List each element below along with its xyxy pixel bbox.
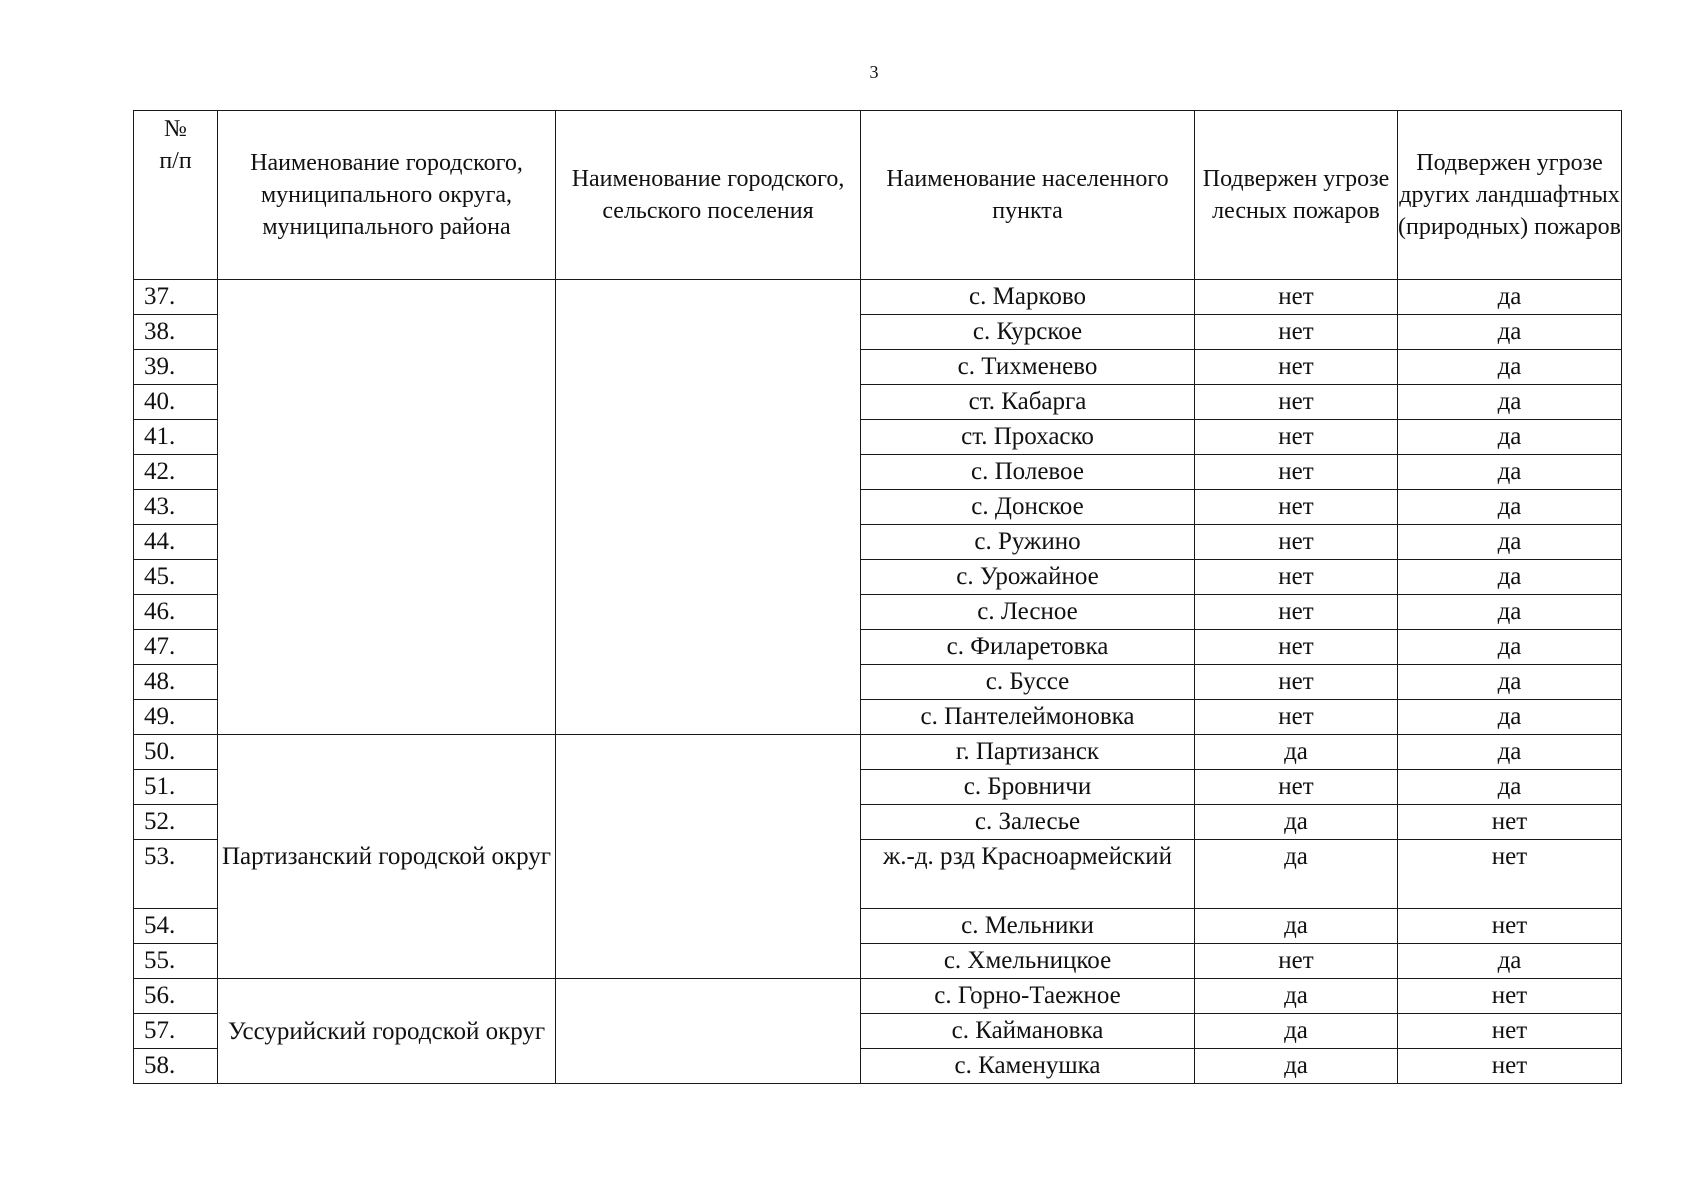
row-number-cell: 57. xyxy=(134,1014,218,1049)
forest-fire-cell: да xyxy=(1195,979,1398,1014)
landscape-fire-cell: да xyxy=(1398,630,1622,665)
landscape-fire-cell: да xyxy=(1398,315,1622,350)
locality-cell: с. Горно-Таежное xyxy=(861,979,1195,1014)
row-number-cell: 49. xyxy=(134,700,218,735)
district-cell: Партизанский городской округ xyxy=(218,735,556,979)
forest-fire-cell: да xyxy=(1195,735,1398,770)
forest-fire-cell: нет xyxy=(1195,630,1398,665)
forest-fire-cell: нет xyxy=(1195,420,1398,455)
forest-fire-cell: нет xyxy=(1195,770,1398,805)
row-number-cell: 37. xyxy=(134,280,218,315)
header-landscape-fire: Подвержен угрозе других ландшафтных (природных) пожаров xyxy=(1398,111,1622,280)
locality-cell: с. Лесное xyxy=(861,595,1195,630)
settlement-cell xyxy=(556,735,861,979)
row-number-cell: 53. xyxy=(134,840,218,909)
locality-cell: с. Марково xyxy=(861,280,1195,315)
locality-cell: с. Полевое xyxy=(861,455,1195,490)
locality-cell: с. Тихменево xyxy=(861,350,1195,385)
locality-cell: ст. Кабарга xyxy=(861,385,1195,420)
row-number-cell: 47. xyxy=(134,630,218,665)
table-row xyxy=(134,735,1622,770)
row-number-cell: 46. xyxy=(134,595,218,630)
landscape-fire-cell: нет xyxy=(1398,979,1622,1014)
forest-fire-cell: нет xyxy=(1195,700,1398,735)
forest-fire-cell: да xyxy=(1195,805,1398,840)
forest-fire-cell: нет xyxy=(1195,385,1398,420)
row-number-cell: 41. xyxy=(134,420,218,455)
locality-cell: с. Донское xyxy=(861,490,1195,525)
header-row xyxy=(134,111,1622,280)
landscape-fire-cell: нет xyxy=(1398,909,1622,944)
locality-cell: ст. Прохаско xyxy=(861,420,1195,455)
landscape-fire-cell: да xyxy=(1398,525,1622,560)
landscape-fire-cell: нет xyxy=(1398,840,1622,909)
locality-cell: с. Пантелеймоновка xyxy=(861,700,1195,735)
locality-cell: с. Каменушка xyxy=(861,1049,1195,1084)
row-number-cell: 52. xyxy=(134,805,218,840)
landscape-fire-cell: да xyxy=(1398,944,1622,979)
page-number: 3 xyxy=(869,62,879,82)
forest-fire-cell: да xyxy=(1195,909,1398,944)
forest-fire-cell: нет xyxy=(1195,280,1398,315)
header-forest-fire: Подвержен угрозе лесных пожаров xyxy=(1195,111,1398,280)
forest-fire-cell: нет xyxy=(1195,944,1398,979)
locality-cell: с. Мельники xyxy=(861,909,1195,944)
landscape-fire-cell: да xyxy=(1398,385,1622,420)
forest-fire-cell: нет xyxy=(1195,560,1398,595)
row-number-cell: 44. xyxy=(134,525,218,560)
header-settlement: Наименование городского, сельского поселения xyxy=(556,111,861,280)
row-number-cell: 55. xyxy=(134,944,218,979)
locality-cell: с. Урожайное xyxy=(861,560,1195,595)
table-row xyxy=(134,979,1622,1014)
row-number-cell: 43. xyxy=(134,490,218,525)
landscape-fire-cell: да xyxy=(1398,490,1622,525)
landscape-fire-cell: да xyxy=(1398,350,1622,385)
landscape-fire-cell: да xyxy=(1398,455,1622,490)
row-number-cell: 56. xyxy=(134,979,218,1014)
forest-fire-cell: нет xyxy=(1195,595,1398,630)
locality-cell: с. Залесье xyxy=(861,805,1195,840)
locality-cell: с. Курское xyxy=(861,315,1195,350)
header-number: № п/п xyxy=(134,111,218,280)
table-row xyxy=(134,280,1622,315)
landscape-fire-cell: да xyxy=(1398,595,1622,630)
row-number-cell: 45. xyxy=(134,560,218,595)
forest-fire-cell: нет xyxy=(1195,350,1398,385)
row-number-cell: 39. xyxy=(134,350,218,385)
row-number-cell: 38. xyxy=(134,315,218,350)
district-cell xyxy=(218,280,556,735)
row-number-cell: 48. xyxy=(134,665,218,700)
landscape-fire-cell: да xyxy=(1398,735,1622,770)
landscape-fire-cell: да xyxy=(1398,770,1622,805)
locality-cell: с. Хмельницкое xyxy=(861,944,1195,979)
landscape-fire-cell: нет xyxy=(1398,805,1622,840)
table-header xyxy=(134,111,1622,280)
row-number-cell: 58. xyxy=(134,1049,218,1084)
settlement-cell xyxy=(556,979,861,1084)
table-body xyxy=(134,280,1622,1084)
forest-fire-cell: да xyxy=(1195,1014,1398,1049)
landscape-fire-cell: нет xyxy=(1398,1049,1622,1084)
locality-cell: с. Каймановка xyxy=(861,1014,1195,1049)
fire-risk-table xyxy=(133,110,1622,1084)
row-number-cell: 50. xyxy=(134,735,218,770)
locality-cell: с. Филаретовка xyxy=(861,630,1195,665)
landscape-fire-cell: да xyxy=(1398,700,1622,735)
locality-cell: ж.-д. рзд Красноармейский xyxy=(861,840,1195,909)
landscape-fire-cell: да xyxy=(1398,280,1622,315)
forest-fire-cell: да xyxy=(1195,1049,1398,1084)
landscape-fire-cell: да xyxy=(1398,665,1622,700)
locality-cell: г. Партизанск xyxy=(861,735,1195,770)
landscape-fire-cell: да xyxy=(1398,560,1622,595)
settlement-cell xyxy=(556,280,861,735)
forest-fire-cell: нет xyxy=(1195,665,1398,700)
forest-fire-cell: нет xyxy=(1195,525,1398,560)
landscape-fire-cell: да xyxy=(1398,420,1622,455)
locality-cell: с. Ружино xyxy=(861,525,1195,560)
locality-cell: с. Буссе xyxy=(861,665,1195,700)
locality-cell: с. Бровничи xyxy=(861,770,1195,805)
header-locality: Наименование населенного пункта xyxy=(861,111,1195,280)
forest-fire-cell: нет xyxy=(1195,455,1398,490)
forest-fire-cell: нет xyxy=(1195,315,1398,350)
row-number-cell: 42. xyxy=(134,455,218,490)
forest-fire-cell: нет xyxy=(1195,490,1398,525)
forest-fire-cell: да xyxy=(1195,840,1398,909)
row-number-cell: 40. xyxy=(134,385,218,420)
header-district: Наименование городского, муниципального округа, муниципального района xyxy=(218,111,556,280)
row-number-cell: 51. xyxy=(134,770,218,805)
district-cell: Уссурийский городской округ xyxy=(218,979,556,1084)
row-number-cell: 54. xyxy=(134,909,218,944)
landscape-fire-cell: нет xyxy=(1398,1014,1622,1049)
